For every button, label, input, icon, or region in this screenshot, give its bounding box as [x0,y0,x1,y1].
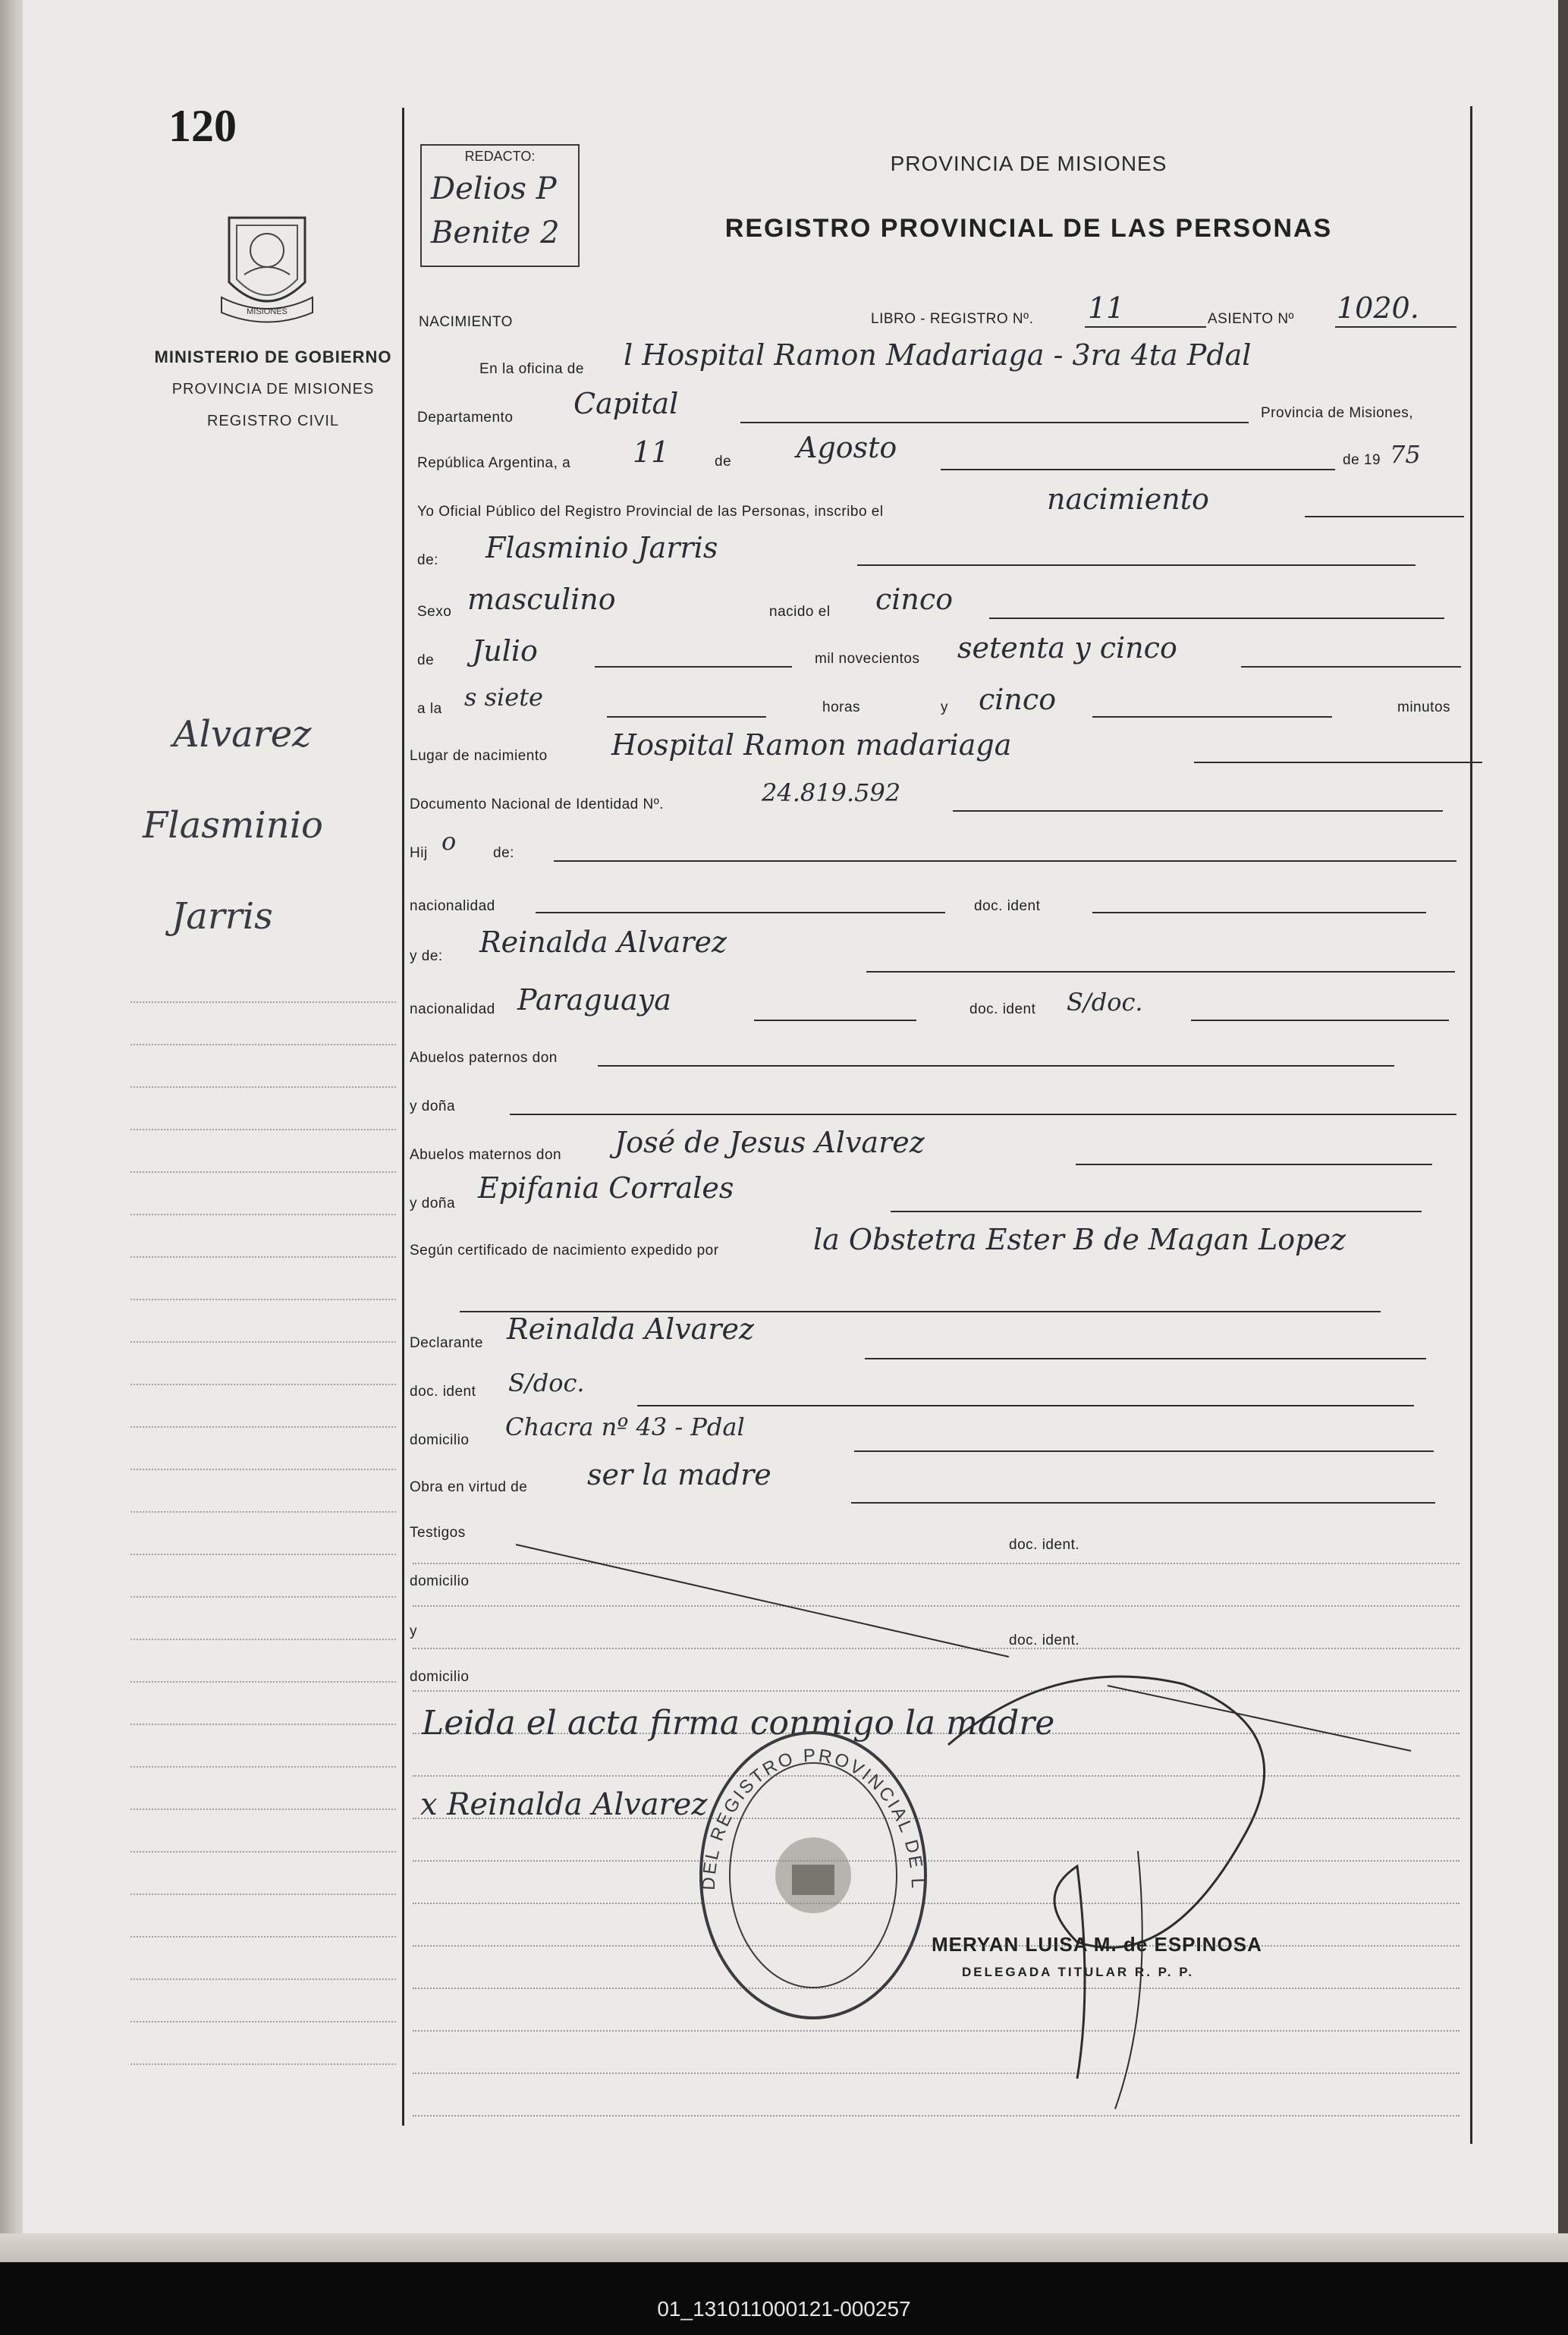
docident-3-value: S/doc. [508,1369,585,1397]
ala-label: a la [417,701,442,717]
ministry-office: REGISTRO CIVIL [206,413,340,429]
official-title: DELEGADA TITULAR R. P. P. [962,1965,1195,1979]
ministry-name: MINISTERIO DE GOBIERNO [154,347,392,366]
obra-value: ser la madre [587,1458,771,1491]
lugar-label: Lugar de nacimiento [410,748,548,764]
provincia-suffix: Provincia de Misiones, [1261,405,1414,421]
page-bottom-edge [0,2233,1568,2262]
nacimiento-label: NACIMIENTO [419,314,513,330]
docident-3-label: doc. ident [410,1384,476,1400]
hijo-label: Hij [410,845,428,861]
hijo-de-label: de: [493,845,514,861]
sexo-label: Sexo [417,604,452,620]
abuelos-maternos-label: Abuelos maternos don [410,1147,562,1163]
inscribo-value: nacimiento [1047,482,1209,516]
horas-label: horas [822,699,861,715]
firma-madre: x Reinalda Alvarez [420,1787,708,1822]
y-2-label: y [410,1623,417,1639]
abuelo-materno-value: José de Jesus Alvarez [614,1126,925,1159]
sexo-value: masculino [467,583,616,616]
asiento-label: ASIENTO Nº [1208,311,1294,327]
departamento-value: Capital [573,387,679,420]
docident-2-value: S/doc. [1067,988,1143,1017]
oficina-label: En la oficina de [479,361,584,377]
de-label: de [715,454,732,470]
obra-label: Obra en virtud de [410,1479,528,1495]
mes-nac-value: Julio [472,634,538,668]
margin-second-name: Jarris [171,895,273,938]
registry-stamp [692,1724,935,2031]
nacionalidad-1-label: nacionalidad [410,898,495,914]
docident-4-label: doc. ident. [1009,1537,1080,1553]
libro-label: LIBRO - REGISTRO Nº. [871,311,1034,327]
domicilio-label: domicilio [410,1432,470,1448]
minutos-label: minutos [1397,699,1451,715]
domicilio-3-label: domicilio [410,1669,470,1685]
abuela-materna-value: Epifania Corrales [478,1171,734,1205]
madre-value: Reinalda Alvarez [479,926,727,959]
domicilio-value: Chacra nº 43 - Pdal [505,1413,745,1441]
seal-text: MISIONES [247,307,288,316]
margin-surname: Alvarez [173,713,312,756]
oficial-label: Yo Oficial Público del Registro Provincial de las Personas, inscribo el [417,504,884,520]
departamento-label: Departamento [417,410,514,426]
official-name: MERYAN LUISA M. de ESPINOSA [932,1933,1262,1956]
dni-value: 24.819.592 [762,778,901,807]
lugar-value: Hospital Ramon madariaga [611,728,1012,762]
mil-label: mil novecientos [815,651,920,667]
republica-label: República Argentina, a [417,455,571,471]
nacido-value: cinco [875,583,954,616]
declarante-value: Reinalda Alvarez [507,1312,754,1346]
dona-2-label: y doña [410,1196,456,1211]
redacto-label: REDACTO: [464,149,536,164]
madre-de-label: y de: [410,948,443,964]
leida-text: Leida el acta firma conmigo la madre [422,1704,1055,1743]
testigos-label: Testigos [410,1525,466,1541]
anio-nac-value: setenta y cinco [957,631,1177,665]
dia-value: 11 [633,435,670,469]
abuelos-paternos-label: Abuelos paternos don [410,1050,558,1066]
docident-5-label: doc. ident. [1009,1633,1080,1648]
nacionalidad-2-label: nacionalidad [410,1001,495,1017]
oficina-value: l Hospital Ramon Madariaga - 3ra 4ta Pdal [624,338,1252,372]
redacto-signature-line1: Delios P [431,171,557,206]
header-province: PROVINCIA DE MISIONES [890,152,1167,175]
registry-title: REGISTRO PROVINCIAL DE LAS PERSONAS [724,214,1333,243]
y-label: y [941,699,948,715]
dni-label: Documento Nacional de Identidad Nº. [410,797,664,812]
anio-value: 75 [1390,440,1421,469]
hora-value: s siete [464,683,543,712]
nacionalidad-2-value: Paraguaya [517,983,671,1017]
minutos-value: cinco [979,683,1057,716]
hijo-value: o [441,827,457,856]
certificado-label: Según certificado de nacimiento expedido por [410,1243,719,1259]
domicilio-2-label: domicilio [410,1573,470,1589]
mes-nac-de-label: de [417,652,435,668]
declarante-label: Declarante [410,1335,483,1351]
margin-given-name: Flasminio [143,804,323,847]
ministry-province: PROVINCIA DE MISIONES [171,381,375,398]
asiento-value: 1020. [1337,291,1419,325]
nacido-label: nacido el [769,604,831,620]
stamp-text: DEL REGISTRO PROVINCIAL DE L [698,1745,929,1891]
nombre-de-label: de: [417,552,438,568]
docident-1-label: doc. ident [974,898,1041,914]
redacto-signature-line2: Benite 2 [431,215,560,250]
mes-value: Agosto [797,431,897,464]
page-number: 120 [168,101,237,151]
certificado-value: la Obstetra Ester B de Magan Lopez [813,1223,1346,1256]
docident-2-label: doc. ident [969,1001,1036,1017]
dona-1-label: y doña [410,1098,456,1114]
libro-value: 11 [1088,291,1125,325]
footer-id: 01_131011000121-000257 [657,2297,911,2321]
anio-label: de 19 [1343,452,1381,468]
nombre-value: Flasminio Jarris [485,531,718,564]
